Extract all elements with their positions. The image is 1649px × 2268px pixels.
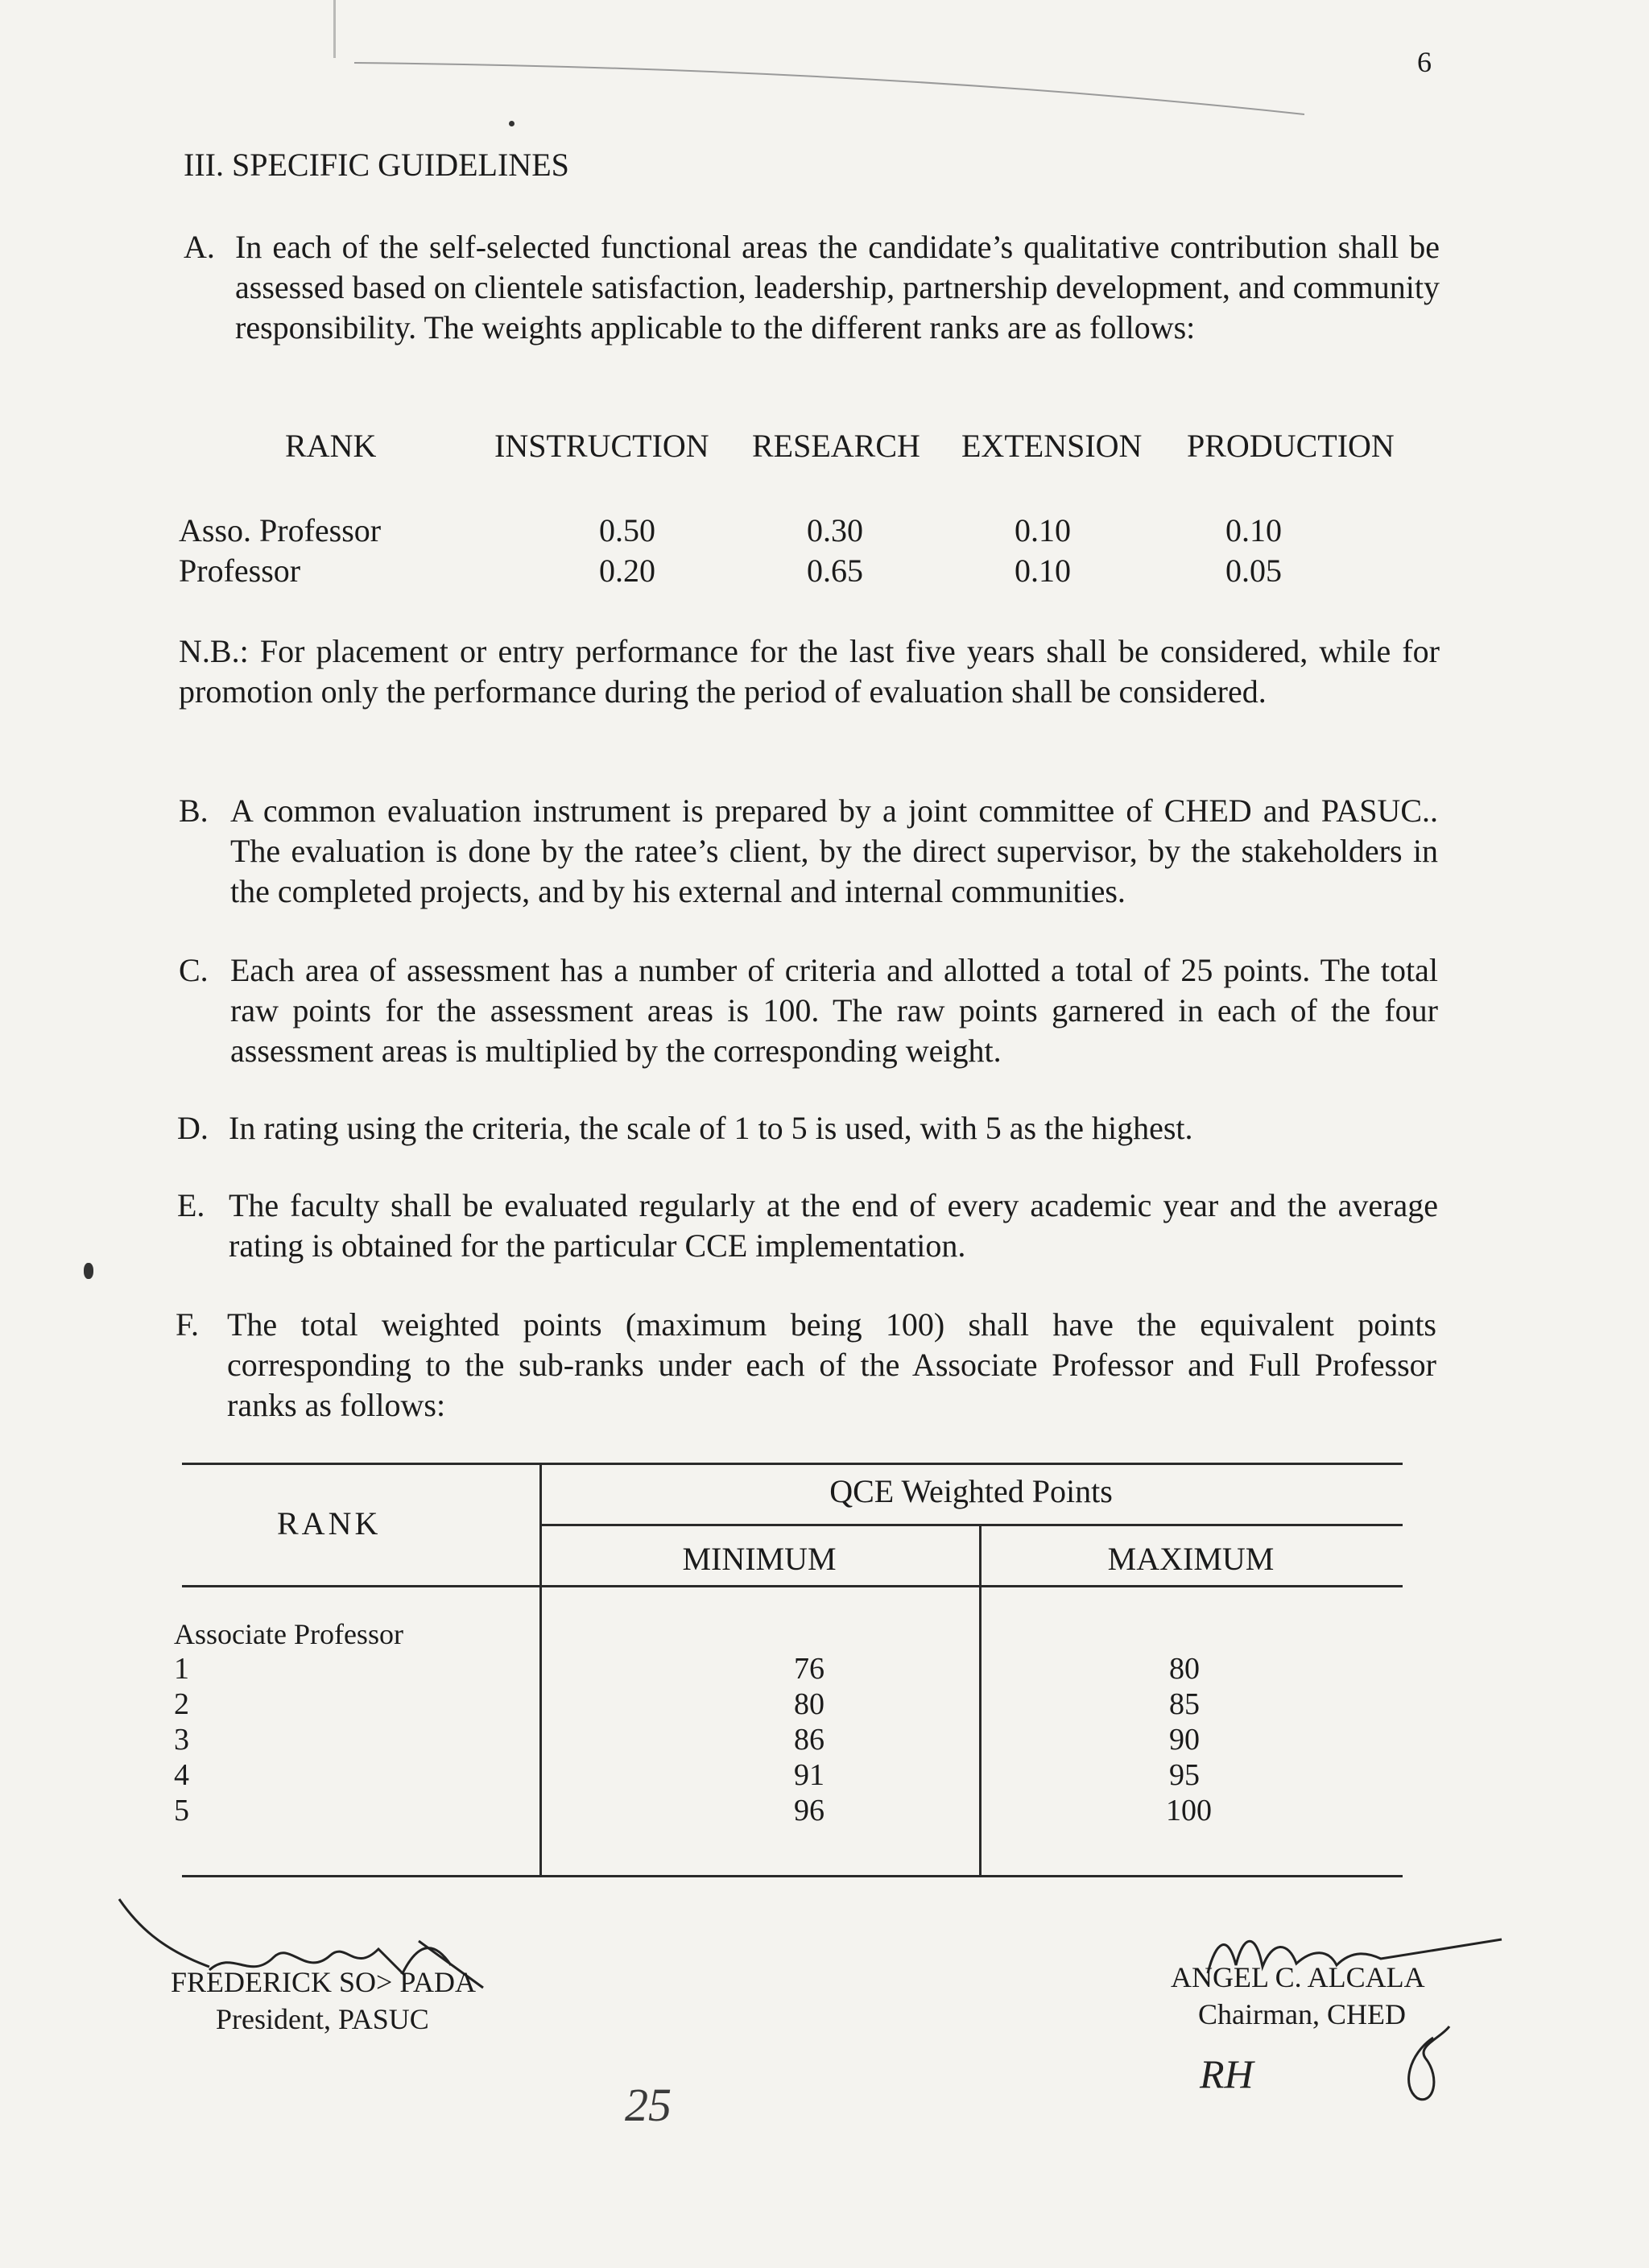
qce-bottom-rule (182, 1875, 1403, 1877)
weight-research: 0.30 (807, 512, 863, 548)
sub-rank: 2 (174, 1687, 189, 1721)
signatory-left-name: FREDERICK SO> PADA (171, 1966, 477, 1998)
guideline-text: In each of the self-selected functional areas the candidate’s qualitative contribution shall be assessed based on clientele satisfaction, leadership, partnership development, and community responsibility. The weights applicable to the different ranks are as follows: (235, 229, 1440, 346)
qce-row (174, 1757, 1395, 1793)
sub-rank: 3 (174, 1723, 189, 1757)
weight-instruction: 0.50 (599, 512, 655, 548)
header-research: RESEARCH (752, 428, 920, 464)
guideline-letter: A. (184, 229, 215, 265)
max-points: 85 (1169, 1687, 1200, 1721)
qce-table (174, 1463, 1403, 1881)
guideline-d (177, 1108, 1438, 1148)
guideline-letter: E. (177, 1187, 205, 1223)
qce-group-label: Associate Professor (174, 1618, 403, 1650)
section-title: III. SPECIFIC GUIDELINES (184, 147, 569, 183)
guideline-text: In rating using the criteria, the scale of 1 to 5 is used, with 5 as the highest. (229, 1110, 1193, 1146)
qce-top-rule (182, 1463, 1403, 1465)
guideline-b (179, 791, 1438, 912)
qce-group-header: QCE Weighted Points (829, 1473, 1113, 1509)
guideline-f (176, 1305, 1436, 1426)
sub-rank: 5 (174, 1794, 189, 1827)
qce-min-header: MINIMUM (682, 1541, 837, 1577)
weight-production: 0.10 (1225, 512, 1282, 548)
guideline-c (179, 950, 1438, 1071)
scan-mark-vertical (333, 0, 336, 58)
qce-rank-header: RANK (277, 1505, 382, 1542)
max-points: 100 (1166, 1794, 1212, 1827)
weight-extension: 0.10 (1015, 553, 1071, 589)
sub-rank: 1 (174, 1652, 189, 1686)
nb-note: N.B.: For placement or entry performance for the last five years shall be considered, while for promotion only the performance during the period of evaluation shall be considered. (179, 633, 1440, 710)
handwritten-initials: RH (1200, 2051, 1254, 2096)
guideline-text: The total weighted points (maximum being 100) shall have the equivalent points corresponding to the sub-ranks under each of the Associate Professor and Full Professor ranks as follows: (227, 1306, 1436, 1423)
weight-production: 0.05 (1225, 553, 1282, 589)
sub-rank: 4 (174, 1758, 189, 1792)
min-points: 76 (794, 1652, 824, 1686)
guideline-letter: F. (176, 1306, 200, 1343)
max-points: 80 (1169, 1652, 1200, 1686)
qce-row (174, 1651, 1395, 1687)
qce-group-rule (539, 1524, 1403, 1526)
header-extension: EXTENSION (961, 428, 1143, 464)
min-points: 80 (794, 1687, 824, 1721)
qce-row (174, 1722, 1395, 1757)
min-points: 91 (794, 1758, 824, 1792)
guideline-letter: B. (179, 793, 209, 829)
scan-speck (84, 1263, 93, 1279)
weight-extension: 0.10 (1015, 512, 1071, 548)
guideline-a (184, 227, 1440, 348)
scan-mark-line (346, 56, 1312, 121)
min-points: 86 (794, 1723, 824, 1757)
rank-name: Professor (179, 553, 301, 589)
weights-row (179, 511, 1435, 551)
qce-header-rule (182, 1585, 1403, 1587)
rank-name: Asso. Professor (179, 512, 382, 548)
handwritten-page-note: 25 (625, 2079, 672, 2131)
max-points: 95 (1169, 1758, 1200, 1792)
signatory-left-title: President, PASUC (216, 2003, 429, 2035)
scan-speck (509, 121, 515, 126)
weights-header-row (177, 427, 1433, 470)
qce-max-header: MAXIMUM (1107, 1541, 1275, 1577)
weight-instruction: 0.20 (599, 553, 655, 589)
weights-table (177, 427, 1433, 470)
min-points: 96 (794, 1794, 824, 1827)
guideline-letter: C. (179, 952, 209, 988)
guideline-text: The faculty shall be evaluated regularly at the end of every academic year and the average rating is obtained for the particular CCE implementation. (229, 1187, 1438, 1264)
header-instruction: INSTRUCTION (494, 428, 709, 464)
signatory-right-name: ANGEL C. ALCALA (1171, 1961, 1425, 1993)
handwritten-initial-mark (1393, 2022, 1457, 2110)
weight-research: 0.65 (807, 553, 863, 589)
header-production: PRODUCTION (1187, 428, 1395, 464)
signatory-right-title: Chairman, CHED (1198, 1998, 1406, 2030)
qce-row (174, 1793, 1395, 1828)
guideline-e (177, 1186, 1438, 1266)
guideline-text: A common evaluation instrument is prepared by a joint committee of CHED and PASUC.. The evaluation is done by the ratee’s client, by the direct supervisor, by the stakeholders in the completed projects, and by his external and internal communities. (230, 793, 1438, 909)
weights-row (179, 551, 1435, 591)
qce-row (174, 1687, 1395, 1722)
page-number: 6 (1417, 46, 1432, 78)
guideline-letter: D. (177, 1110, 209, 1146)
header-rank: RANK (285, 428, 377, 464)
guideline-text: Each area of assessment has a number of criteria and allotted a total of 25 points. The total raw points for the assessment areas is 100. The raw points garnered in each of the four assessment areas is multiplied by the corresponding weight. (230, 952, 1438, 1069)
max-points: 90 (1169, 1723, 1200, 1757)
